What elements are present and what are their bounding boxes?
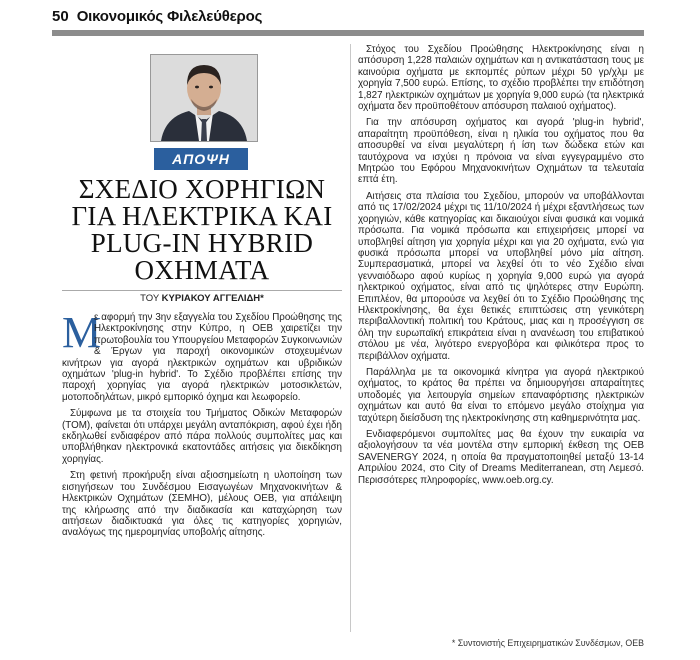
headline-line: ΟΧΗΜΑΤΑ [134, 255, 270, 285]
author-photo [150, 54, 258, 142]
header-rule [52, 30, 644, 36]
article-paragraph: Σύμφωνα με τα στοιχεία του Τμήματος Οδικών Μεταφορών (ΤΟΜ), φαίνεται ότι υπάρχει μεγάλη ανταπόκριση, αφού έχει ήδη εκδηλωθεί ενδιαφέρον από πάρα πολλούς συμπολίτες μας και υποβλήθηκαν ηλεκτρονικά εκατοντάδες αιτήσεις για διεκδίκηση χορηγίας. [62, 408, 342, 465]
article-paragraph: Στόχος του Σχεδίου Προώθησης Ηλεκτροκίνησης είναι η απόσυρση 1,228 παλαιών οχημάτων και η αντικατάσταση τους με καινούρια οχήματα με εκπομπές ρύπων μέχρι 50 γρ/χλμ με χορηγία 7,500 ευρώ. Επίσης, το σχέδιο προβλέπει την επιδότηση 1,827 ηλεκτρικών οχημάτων με χορηγία 9,000 ευρώ (τα ηλεκτρικά οχήματα δεν προϋποθέτουν απόσυρση παλαιού οχήματος). [358, 44, 644, 113]
headline-line: PLUG-IN HYBRID [90, 228, 314, 258]
page-number: 50 [52, 8, 69, 25]
article-left-body [62, 308, 342, 544]
column-divider [350, 44, 351, 632]
author-portrait-image [151, 55, 257, 141]
article-paragraph [62, 308, 342, 403]
article-paragraph: Ενδιαφερόμενοι συμπολίτες μας θα έχουν την ευκαιρία να αξιολογήσουν τα νέα μοντέλα στην εμπορική έκθεση της ΟΕΒ SAVENERGY 2024, η οποία θα πραγματοποιηθεί μεταξύ 13-14 Απριλίου 2024, στο City of Dreams Mediterranean, στη Λεμεσό. Περισσότερες πληροφορίες, www.oeb.org.cy. [358, 429, 644, 486]
right-column [358, 44, 644, 491]
publication-name: Οικονομικός Φιλελεύθερος [76, 8, 263, 25]
headline-line: ΓΙΑ ΗΛΕΚΤΡΙΚΑ ΚΑΙ [71, 201, 333, 231]
paragraph-text: ε αφορμή την 3ην εξαγγελία του Σχεδίου Προώθησης της Ηλεκτροκίνησης στην Κύπρο, η ΟΕΒ χαιρετίζει την πρωτοβουλία του Υπουργείου Μεταφορών Συγκοινωνιών & Έργων για παροχή οικονομικών στοχευμένων κινήτρων για αγορά ηλεκτρικών οχημάτων και υβριδικών οχημάτων 'plug-in hybrid'. Το Σχέδιο προβλέπει επίσης την παροχή χορηγίας για αγορά ηλεκτρικών μοτοσικλετών, μοτοποδηλάτων, μικρό εμπορικό όχημα και λεωφορείο. [62, 312, 342, 403]
byline-author: ΚΥΡΙΑΚΟΥ ΑΓΓΕΛΙΔΗ* [161, 293, 264, 304]
opinion-label: ΑΠΟΨΗ [154, 148, 248, 170]
byline-prefix: ΤΟΥ [140, 293, 160, 304]
article-headline [62, 176, 342, 284]
author-footnote: * Συντονιστής Επιχειρηματικών Συνδέσμων, ΟΕΒ [451, 638, 644, 648]
article-paragraph: Αιτήσεις στα πλαίσια του Σχεδίου, μπορούν να υποβάλλονται από τις 17/02/2024 μέχρι τις 11/10/2024 ή μέχρι εξαντλήσεως των χορηγιών, κάθε κατηγορίας και δικαιούχοι είναι φυσικά και νομικά πρόσωπα. Για νομικά πρόσωπα και επιχειρήσεις μπορεί να υποβληθεί αίτηση για χορηγία μέχρι και για 20 οχήματα, ενώ για φυσικά πρόσωπα μπορεί να υποβληθεί μόνο μία αίτηση. Συμπερασματικά, μπορεί να λεχθεί ότι το νέο Σχέδιο είναι γενναιόδωρο αφού κυρίως η χορηγία 9,000 ευρώ για αγορά ηλεκτρικού οχήματος, είναι από τις ψηλότερες στην Ευρώπη. Επιπλέον, θα μπορούσε να λεχθεί ότι το Σχέδιο Προώθησης της Ηλεκτροκίνησης, θα έχει θετικές επιπτώσεις στη γενικότερη περιβαλλοντική πολιτική του Κράτους, μιας και η προσέγγιση σε όλη την ευρωπαϊκή επικράτεια είναι η ανανέωση του επιβατικού στόλου με νέα, λιγότερο ενεργοβόρα και φιλικότερα προς το περιβάλλον οχήματα. [358, 190, 644, 362]
drop-cap: Μ [62, 308, 102, 357]
headline-line: ΣΧΕΔΙΟ ΧΟΡΗΓΙΩΝ [78, 174, 326, 204]
article-paragraph: Παράλληλα με τα οικονομικά κίνητρα για αγορά ηλεκτρικού οχήματος, το κράτος θα πρέπει να δημιουργήσει απαραίτητες υποδομές για λειτουργία σημείων επαναφόρτισης ηλεκτρικών οχημάτων και αυτό θα είναι το επόμενο μεγάλο στοίχημα για ταχύτερη διείσδυση της ηλεκτροκίνησης στη καθημερινότητα μας. [358, 366, 644, 424]
article-paragraph: Στη φετινή προκήρυξη είναι αξιοσημείωτη η υλοποίηση των εισηγήσεων του Συνδέσμου Εισαγωγέων Μηχανοκινήτων & Ηλεκτρικών Οχημάτων (ΣΕΜΗΟ), μέλους ΟΕΒ, για απάλειψη της κλήρωσης από την διαδικασία και καταχώρηση των αιτήσεων διαδικτυακά για όλες τις κατηγορίες χορηγιών, αναλόγως της ημερομηνίας υποβολής αίτησης. [62, 470, 342, 539]
article-paragraph: Για την απόσυρση οχήματος και αγορά 'plug-in hybrid', απαραίτητη προϋπόθεση, είναι η ηλικία του οχήματος που θα αποσυρθεί να είναι μεγαλύτερη ή ίση των δώδεκα ετών και ταυτόχρονα να ισχύει η πρόνοια να είναι εγγεγραμμένο στο Μητρώο του Εφόρου Μηχανοκινήτων Οχημάτων τα τελευταία επτά έτη. [358, 117, 644, 186]
page-header [52, 8, 262, 30]
byline [62, 290, 342, 304]
